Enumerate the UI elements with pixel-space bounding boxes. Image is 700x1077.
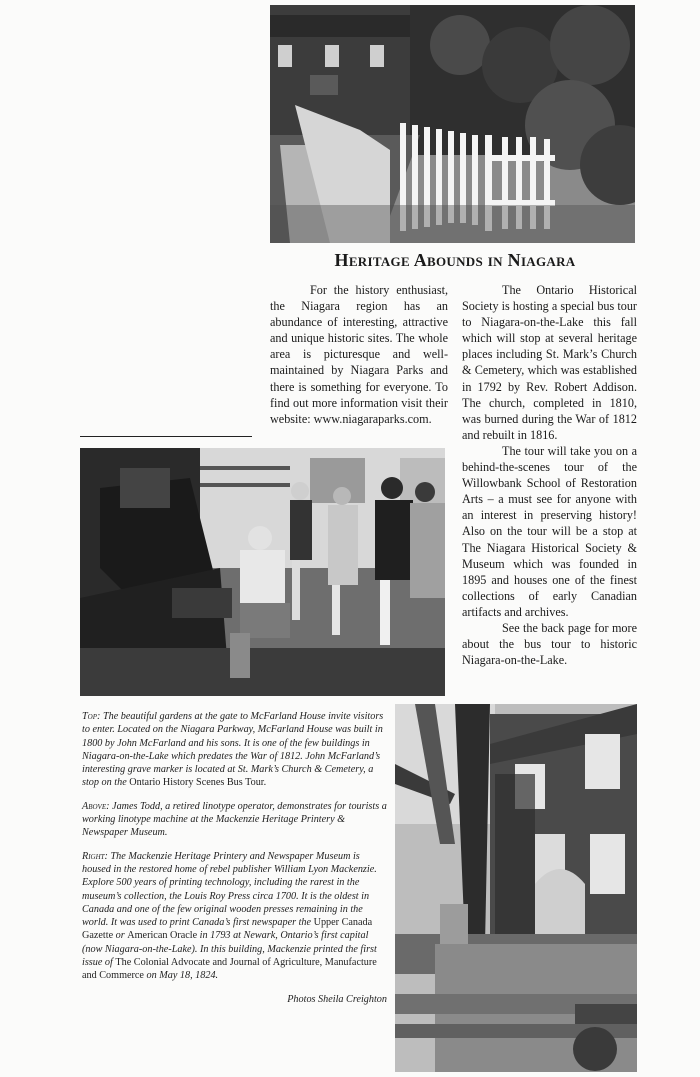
back-page-paragraph: See the back page for more about the bus tour to historic Niagara-on-the-Lake. [462,620,637,668]
caption-right-text-c: in 1793 at Newark, Ontario’s first capital (now Niagara-on-the-Lake). In this building, Mackenzie printed the first issue of [82,930,377,969]
caption-right-text-d: on May 18, 1824. [143,970,219,982]
mackenzie-printery-photo [395,704,637,1072]
caption-right-text-b: or [113,930,128,942]
article-column-right [462,282,637,668]
caption-above [82,800,387,840]
article-column-left [270,282,448,427]
intro-paragraph: For the history enthusiast, the Niagara region has an abundance of interesting, attractive and unique historic sites. The whole area is picturesque and well-maintained by Niagara Parks and there is something for everyone. To find out more information visit their website: www.niagaraparks.com. [270,283,448,426]
section-divider [80,436,252,437]
caption-right-lead: Right: [82,850,108,862]
bus-tour-paragraph: The Ontario Historical Society is hosting a special bus tour to Niagara-on-the-Lake this fall which will stop at several heritage places including St. Mark’s Church & Cemetery, which was established in 1792 by Rev. Robert Addison. The church, completed in 1810, was burned during the War of 1812 and rebuilt in 1816. [462,283,637,442]
caption-above-lead: Above: [82,800,110,812]
caption-above-text: James Todd, a retired linotype operator, demonstrates for tourists a working linotype machine at the Mackenzie Heritage Printery & Newspaper Museum. [82,800,387,839]
photo-credit: Photos Sheila Creighton [287,993,387,1005]
caption-right [82,850,387,983]
caption-right-newspaper-1: Upper Canada Gazette [82,917,373,942]
caption-right-text-a: The Mackenzie Heritage Printery and Newspaper Museum is housed in the restored home of rebel publisher William Lyon Mackenzie. Explore 500 years of printing technology, including the rarest in the museum’s collection, the Louis Roy Press circa 1700. It is the oldest in Canada and one of the few original wooden presses remaining in the world. It was used to print Canada’s first newspaper the [82,850,377,929]
mcfarland-house-gate-photo [270,5,635,243]
caption-top [82,710,387,790]
caption-top-tour-name: Ontario History Scenes Bus Tour. [129,777,267,789]
caption-top-lead: Top: [82,711,101,722]
article-title: Heritage Abounds in Niagara [334,250,576,270]
caption-right-newspaper-2: American Oracle [127,930,198,942]
linotype-demonstration-photo [80,448,445,696]
caption-right-newspaper-3: The Colonial Advocate and Journal of Agriculture, Manufacture and Commerce [82,957,377,982]
photo-captions [82,710,387,1016]
willowbank-paragraph: The tour will take you on a behind-the-scenes tour of the Willowbank School of Restoration Arts – a must see for anyone with an interest in preserving history! Also on the tour will be a stop at The Niagara Historical Society & Museum which was founded in 1895 and houses one of the finest collections of early Canadian artifacts and archives. [462,443,637,619]
caption-top-text: The beautiful gardens at the gate to McFarland House invite visitors to enter. Located on the Niagara Parkway, McFarland House was built in 1800 by John McFarland and his sons. It is one of the few buildings in Niagara-on-the-Lake which predates the War of 1812. John McFarland’s interesting grave marker is located at St. Mark’s Church & Cemetery, a stop on the [82,711,384,789]
